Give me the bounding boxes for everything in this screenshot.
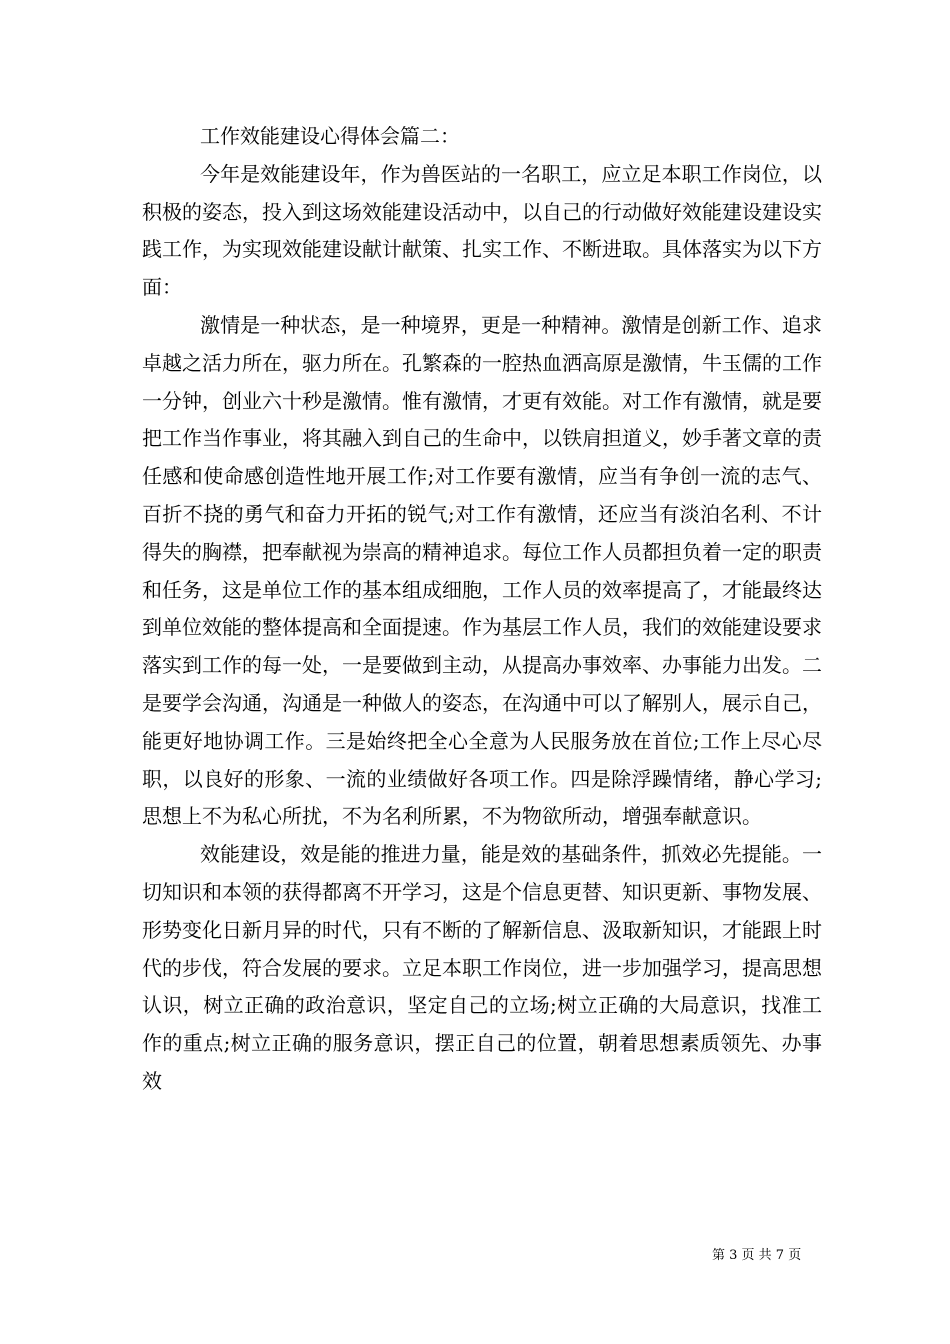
- section-heading: 工作效能建设心得体会篇二：: [200, 124, 460, 148]
- document-body: [142, 118, 822, 1101]
- paragraph-intro: 今年是效能建设年，作为兽医站的一名职工，应立足本职工作岗位，以积极的姿态，投入到这场效能建设活动中，以自己的行动做好效能建设建设实践工作，为实现效能建设献计献策、扎实工作、不断进取。具体落实为以下方面：: [142, 161, 822, 300]
- page-number: 第 3 页 共 7 页: [712, 1248, 802, 1263]
- paragraph-learning: 效能建设，效是能的推进力量，能是效的基础条件，抓效必先提能。一切知识和本领的获得都离不开学习，这是个信息更替、知识更新、事物发展、形势变化日新月异的时代，只有不断的了解新信息、汲取新知识，才能跟上时代的步伐，符合发展的要求。立足本职工作岗位，进一步加强学习，提高思想认识，树立正确的政治意识，坚定自己的立场;树立正确的大局意识，找准工作的重点;树立正确的服务意识，摆正自己的位置，朝着思想素质领先、办事效: [142, 842, 822, 1093]
- paragraph-passion: 激情是一种状态，是一种境界，更是一种精神。激情是创新工作、追求卓越之活力所在，驱力所在。孔繁森的一腔热血洒高原是激情，牛玉儒的工作一分钟，创业六十秒是激情。惟有激情，才更有效能。对工作有激情，就是要把工作当作事业，将其融入到自己的生命中，以铁肩担道义，妙手著文章的责任感和使命感创造性地开展工作;对工作要有激情，应当有争创一流的志气、百折不挠的勇气和奋力开拓的锐气;对工作有激情，还应当有淡泊名利、不计得失的胸襟，把奉献视为崇高的精神追求。每位工作人员都担负着一定的职责和任务，这是单位工作的基本组成细胞，工作人员的效率提高了，才能最终达到单位效能的整体提高和全面提速。作为基层工作人员，我们的效能建设要求落实到工作的每一处，一是要做到主动，从提高办事效率、办事能力出发。二是要学会沟通，沟通是一种做人的姿态，在沟通中可以了解别人，展示自己，能更好地协调工作。三是始终把全心全意为人民服务放在首位;工作上尽心尽职，以良好的形象、一流的业绩做好各项工作。四是除浮躁情绪，静心学习;思想上不为私心所扰，不为名利所累，不为物欲所动，增强奉献意识。: [142, 312, 822, 829]
- page-footer: [712, 1248, 801, 1264]
